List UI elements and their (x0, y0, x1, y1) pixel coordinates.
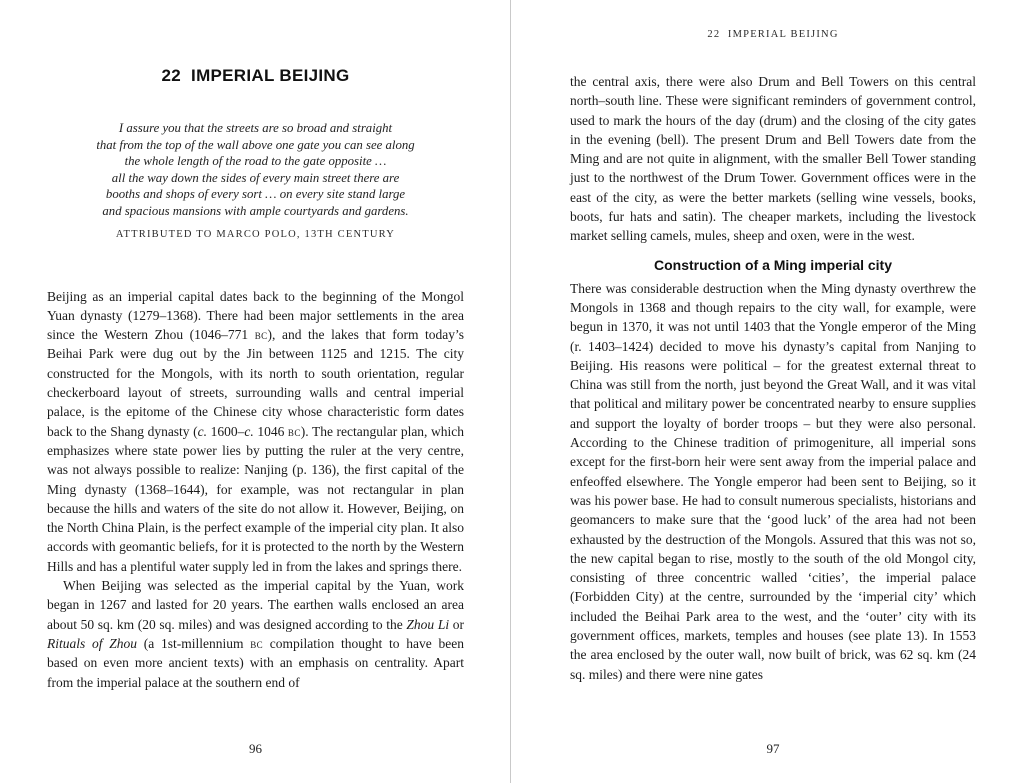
page-number-left: 96 (249, 741, 262, 756)
body-paragraph: There was considerable destruction when the Ming dynasty overthrew the Mongols in 1368 and though repairs to the city wall, for example, were begun in 1370, it was not until 1403 that the Yongle emperor of the Ming (r. 1403–1424) decided to move his dynasty’s capital from Nanjing to Beijing. His reasons were political – for the greatest external threat to China was still from the north, just beyond the Great Wall, and it was vital that political and military power be concentrated nearby to ensure supplies and support the loyalty of border troops – but they were also personal. According to the Chinese tradition of primogeniture, all imperial sons except for the first-born heir were sent away from the imperial palace and enfeoffed elsewhere. The Yongle emperor had been sent to Beijing, so it was his power base. He had to consult numerous specialists, historians and geomancers to make sure that the ‘good luck’ of the area had not been exhausted by the destruction of the Mongols. Assured that this was not so, the new capital began to rise, mostly to the south of the old Mongol city, consisting of three concentric walled ‘cities’, the imperial palace (Forbidden City) at the centre, surrounded by the ‘imperial city’ which included the Beihai Park area to the west, and the ‘outer’ city with its government offices, markets, temples and houses (see plate 13). In 1553 the area enclosed by the outer wall, now built of brick, was 62 sq. km (24 sq. miles) and there were nine gates (570, 280, 976, 682)
body-paragraph: When Beijing was selected as the imperial capital by the Yuan, work began in 1267 and lasted for 20 years. The earthen walls enclosed an area about 50 sq. km (20 sq. miles) and was designed according to the Zhou Li or Rituals of Zhou (a 1st-millennium bc compilation thought to have been based on even more ancient texts) with an emphasis on centrality. Apart from the imperial palace at the southern end of (47, 578, 465, 690)
epigraph: I assure you that the streets are so broad and straight that from the top of the wall above one gate you can see along the whole length of the road to the gate opposite … all the way down the sides of every main street there are booths and shops of every sort … on every site stand large and spacious mansions with ample courtyards and gardens. (96, 121, 415, 218)
page-divider (510, 0, 511, 783)
left-page (47, 0, 464, 783)
right-page (570, 0, 976, 783)
running-header: 22 IMPERIAL BEIJING (707, 29, 839, 40)
body-paragraph: the central axis, there were also Drum and Bell Towers on this central north–south line. These were significant reminders of government control, used to mark the hours of the day (drum) and the closing of the city gates in the evening (bell). The present Drum and Bell Towers date from the Ming and are not quite in alignment, with the smaller Bell Tower standing just to the northwest of the Drum Tower. Government offices were in the east of the city, as were the better markets (selling wine vessels, books, boots, fur hats and satin). The cheaper markets, including the livestock market selling camels, mules, sheep and oxen, were in the west. (570, 74, 976, 244)
chapter-title: 22 IMPERIAL BEIJING (161, 66, 350, 85)
epigraph-attribution: ATTRIBUTED TO MARCO POLO, 13TH CENTURY (115, 228, 396, 240)
section-subheading: Construction of a Ming imperial city (653, 256, 893, 273)
page-number-right: 97 (766, 741, 780, 756)
body-paragraph: Beijing as an imperial capital dates back to the beginning of the Mongol Yuan dynasty (1279–1368). There had been major settlements in the area since the Western Zhou (1046–771 bc), and the lakes that form today’s Beihai Park were dug out by the Jin between 1125 and 1215. The city constructed for the Mongols, with its north to south orientation, regular checkerboard layout of streets, surrounding walls and central imperial palace, is the epitome of the Chinese city whose characteristic form dates back to the Shang dynasty (c. 1600–c. 1046 bc). The rectangular plan, which emphasizes where state power lies by putting the ruler at the very centre, was not always possible to realize: Nanjing (p. 136), the first capital of the Ming dynasty (1368–1644), for example, was not rectangular in plan because the hills and waters of the site do not allow it. However, Beijing, on the North China Plain, is the perfect example of the imperial city plan. It also accords with geomantic beliefs, for it is protected to the north by the Western Hills and has a plentiful water supply led in from the lakes and springs there. (47, 288, 465, 574)
